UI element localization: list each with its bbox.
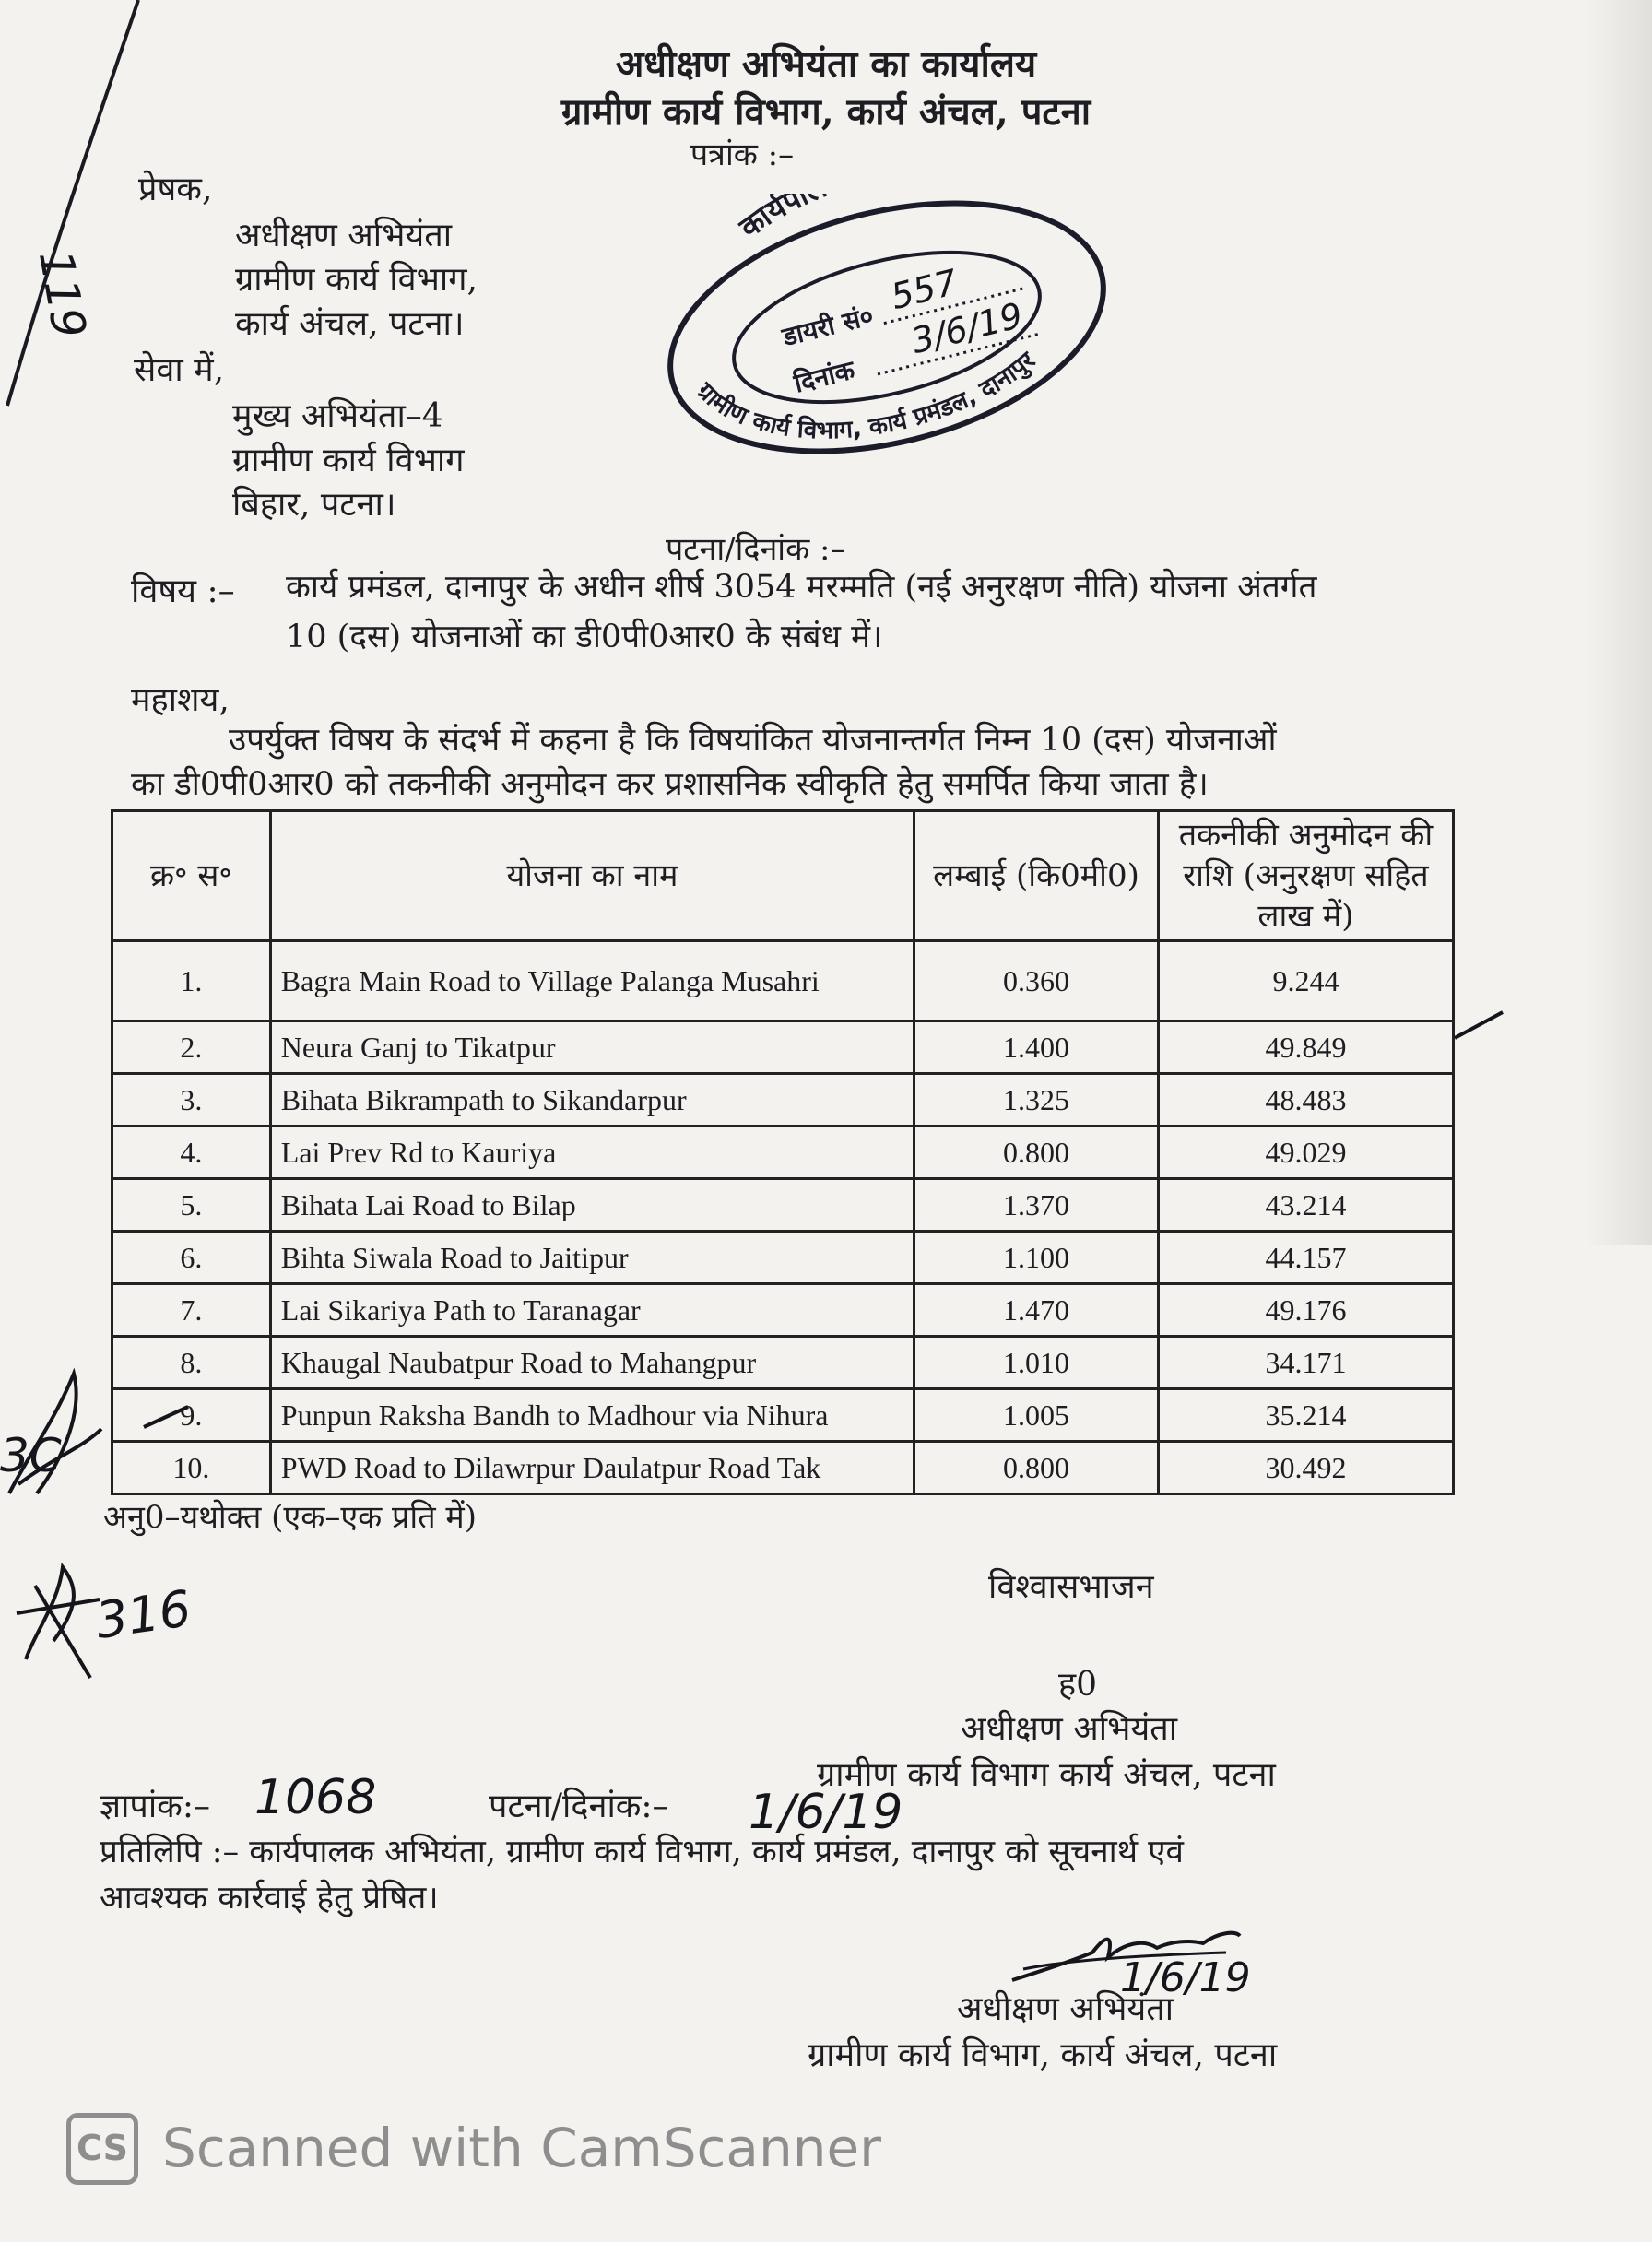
cell-amount: 35.214 (1158, 1389, 1453, 1442)
cell-serial: 6. (112, 1232, 271, 1284)
stamp-bottom-text: ग्रामीण कार्य विभाग, कार्य प्रमंडल, दानापुर (690, 347, 1041, 445)
cell-serial: 3. (112, 1074, 271, 1127)
col-header-amount: तकनीकी अनुमोदन की राशि (अनुरक्षण सहित लाख में) (1158, 811, 1453, 941)
diary-stamp (645, 194, 1125, 461)
stamp-date: 3/6/19 (907, 294, 1027, 362)
sender-line: कार्य अंचल, पटना। (235, 305, 465, 343)
office-subtitle: ग्रामीण कार्य विभाग, कार्य अंचल, पटना (560, 90, 1092, 134)
margin-note-table: 3C (0, 1429, 62, 1482)
memo-label: ज्ञापांक:– (100, 1788, 210, 1825)
cell-serial: 8. (112, 1337, 271, 1389)
cell-serial: 10. (112, 1442, 271, 1494)
stamp-date-label: दिनांक (790, 354, 858, 399)
cell-scheme-name: Bihata Lai Road to Bilap (270, 1179, 914, 1232)
margin-note-top: 119 (28, 245, 97, 343)
cell-amount: 30.492 (1158, 1442, 1453, 1494)
sender-line: ग्रामीण कार्य विभाग, (235, 261, 478, 299)
sender-label: प्रेषक, (138, 171, 213, 208)
cell-amount: 49.176 (1158, 1284, 1453, 1337)
cell-amount: 9.244 (1158, 941, 1453, 1021)
cell-serial: 4. (112, 1127, 271, 1179)
cell-length: 0.800 (914, 1442, 1159, 1494)
page-edge-shadow (1586, 0, 1652, 1245)
cell-serial: 1. (112, 941, 271, 1021)
table-row (112, 1021, 1454, 1074)
cell-amount: 43.214 (1158, 1179, 1453, 1232)
cell-scheme-name: Lai Prev Rd to Kauriya (270, 1127, 914, 1179)
closing-office: ग्रामीण कार्य विभाग कार्य अंचल, पटना (817, 1756, 1276, 1794)
cell-length: 0.800 (914, 1127, 1159, 1179)
cell-length: 1.370 (914, 1179, 1159, 1232)
table-row (112, 1074, 1454, 1127)
recipient-label: सेवा में, (134, 351, 225, 389)
memo-number: 1068 (254, 1770, 377, 1825)
stamp-diary-number: 557 (887, 261, 962, 318)
table-row (112, 1127, 1454, 1179)
cell-serial: 7. (112, 1284, 271, 1337)
copy-line: प्रतिलिपि :– कार्यपालक अभियंता, ग्रामीण कार्य विभाग, कार्य प्रमंडल, दानापुर को सूचनार्थ एवं (100, 1834, 1185, 1870)
cell-scheme-name: Bihata Bikrampath to Sikandarpur (270, 1074, 914, 1127)
closing-yours: विश्वासभाजन (988, 1568, 1154, 1606)
cell-scheme-name: Lai Sikariya Path to Taranagar (270, 1284, 914, 1337)
stamp-top-text: कार्यपा (732, 194, 814, 245)
cell-length: 1.400 (914, 1021, 1159, 1074)
enclosure-note: अनु0–यथोक्त (एक–एक प्रति में) (103, 1499, 477, 1536)
signature-date: 1/6/19 (1120, 1954, 1251, 2001)
tick-mark (1451, 1007, 1506, 1044)
recipient-line: मुख्य अभियंता–4 (232, 397, 443, 435)
table-header-row (112, 811, 1454, 941)
office-title: अधीक्षण अभियंता का कार्यालय (615, 42, 1037, 86)
table-row (112, 1232, 1454, 1284)
cell-length: 1.100 (914, 1232, 1159, 1284)
subject-line: कार्य प्रमंडल, दानापुर के अधीन शीर्ष 3054 मरम्मति (नई अनुरक्षण नीति) योजना अंतर्गत (286, 569, 1317, 606)
margin-line-top (0, 0, 148, 424)
subject-line: 10 (दस) योजनाओं का डी0पी0आर0 के संबंध में। (286, 619, 883, 655)
signature-designation: अधीक्षण अभियंता (957, 1990, 1174, 2028)
cell-scheme-name: Punpun Raksha Bandh to Madhour via Nihura (270, 1389, 914, 1442)
closing-sign-mark: ह0 (1058, 1666, 1098, 1704)
table-row (112, 1442, 1454, 1494)
closing-designation: अधीक्षण अभियंता (961, 1710, 1178, 1748)
body-line: उपर्युक्त विषय के संदर्भ में कहना है कि विषयांकित योजनान्तर्गत निम्न 10 (दस) योजनाओं (229, 722, 1277, 759)
cell-scheme-name: Khaugal Naubatpur Road to Mahangpur (270, 1337, 914, 1389)
stamp-graphic (645, 194, 1125, 461)
memo-place-date-label: पटना/दिनांक:– (489, 1788, 669, 1825)
col-header-scheme-name: योजना का नाम (270, 811, 914, 941)
cell-length: 1.325 (914, 1074, 1159, 1127)
strike-mark (138, 1398, 194, 1434)
subject-label: विषय :– (131, 572, 235, 610)
body-line: का डी0पी0आर0 को तकनीकी अनुमोदन कर प्रशासनिक स्वीकृति हेतु समर्पित किया जाता है। (131, 766, 1209, 803)
cell-length: 1.005 (914, 1389, 1159, 1442)
table-row (112, 941, 1454, 1021)
cell-amount: 49.029 (1158, 1127, 1453, 1179)
cell-amount: 44.157 (1158, 1232, 1453, 1284)
table-row (112, 1389, 1454, 1442)
cell-scheme-name: Bihta Siwala Road to Jaitipur (270, 1232, 914, 1284)
salutation: महाशय, (131, 681, 230, 719)
col-header-serial: क्र॰ स॰ (112, 811, 271, 941)
camscanner-logo: CS (66, 2113, 138, 2185)
cell-length: 1.470 (914, 1284, 1159, 1337)
cell-length: 1.010 (914, 1337, 1159, 1389)
cell-serial: 5. (112, 1179, 271, 1232)
camscanner-watermark: Scanned with CamScanner (162, 2117, 882, 2179)
sender-line: अधीक्षण अभियंता (235, 217, 453, 254)
table-row (112, 1284, 1454, 1337)
table-row (112, 1337, 1454, 1389)
col-header-length: लम्बाई (कि0मी0) (914, 811, 1159, 941)
recipient-line: बिहार, पटना। (232, 486, 396, 524)
cell-serial: 9. (112, 1389, 271, 1442)
recipient-line: ग्रामीण कार्य विभाग (232, 442, 465, 479)
cell-amount: 48.483 (1158, 1074, 1453, 1127)
schemes-table (111, 809, 1455, 1495)
cell-scheme-name: Bagra Main Road to Village Palanga Musahri (270, 941, 914, 1021)
margin-note-bottom: 316 (92, 1579, 195, 1650)
cell-length: 0.360 (914, 941, 1159, 1021)
copy-line: आवश्यक कार्रवाई हेतु प्रेषित। (100, 1880, 439, 1917)
stamp-diary-label: डायरी सं० (779, 300, 877, 353)
cell-amount: 34.171 (1158, 1337, 1453, 1389)
cell-scheme-name: PWD Road to Dilawrpur Daulatpur Road Tak (270, 1442, 914, 1494)
margin-scribble-bottom (7, 1549, 109, 1687)
place-date-label: पटना/दिनांक :– (666, 531, 846, 568)
signature-office: ग्रामीण कार्य विभाग, कार्य अंचल, पटना (808, 2036, 1278, 2074)
memo-date: 1/6/19 (749, 1785, 903, 1840)
cell-scheme-name: Neura Ganj to Tikatpur (270, 1021, 914, 1074)
table-row (112, 1179, 1454, 1232)
letter-number-label: पत्रांक :– (690, 136, 795, 173)
cell-amount: 49.849 (1158, 1021, 1453, 1074)
cell-serial: 2. (112, 1021, 271, 1074)
